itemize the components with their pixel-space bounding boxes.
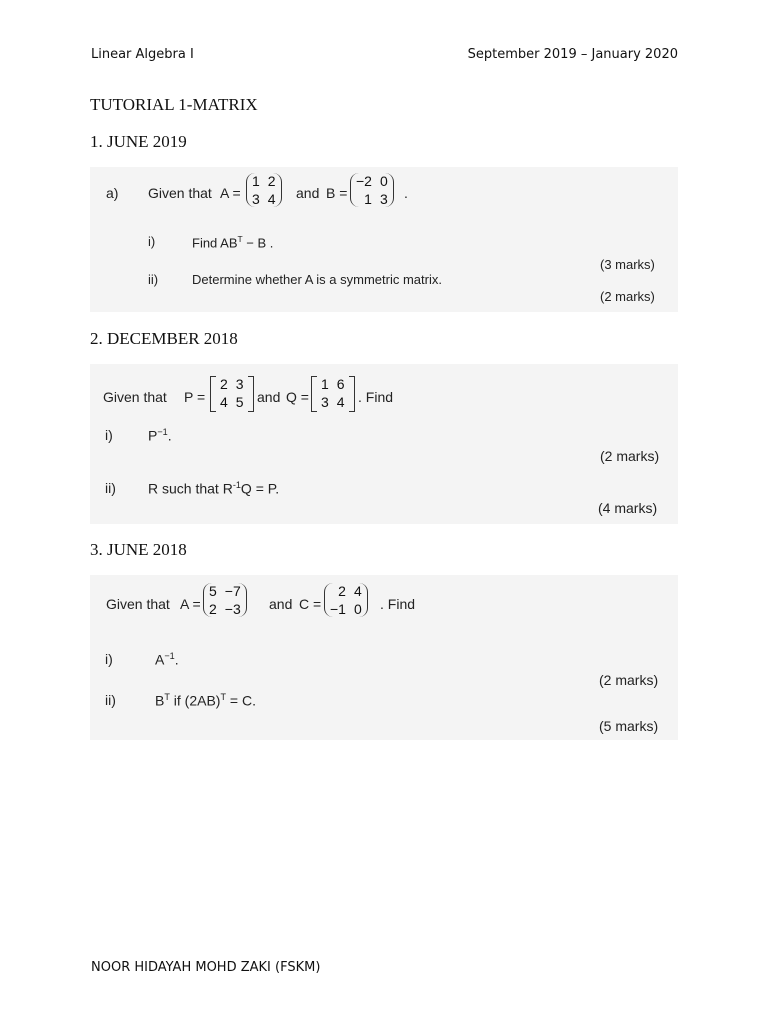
matrix-entry: 0: [353, 601, 362, 617]
q1-i-text: Find $AB^T - B$ .: [192, 234, 274, 251]
q1-given: Given that: [148, 185, 212, 201]
matrix-entry: 3: [321, 394, 329, 410]
q3-C-label: C =: [299, 596, 322, 612]
q2-P-label: P =: [184, 389, 206, 405]
matrix-entry: 1: [321, 376, 329, 392]
matrix-entry: −1: [330, 601, 346, 617]
q1-A-label: A =: [220, 185, 241, 201]
matrix-entry: 4: [267, 191, 276, 207]
matrix-entry: 4: [353, 583, 362, 599]
matrix-entry: −3: [224, 601, 241, 617]
q2-given: Given that: [103, 389, 167, 405]
q3-i-text: $A^{-1}$.: [155, 651, 179, 668]
matrix-entry: 5: [235, 394, 244, 410]
q1-marks-i: (3 marks): [600, 257, 655, 272]
page-title: TUTORIAL 1-MATRIX: [90, 95, 258, 114]
q2-marks-ii: (4 marks): [598, 500, 658, 516]
q2-i-label: i): [105, 427, 113, 443]
matrix-entry: 3: [252, 191, 260, 207]
q2-i-text: $P^{-1}$.: [148, 427, 172, 444]
matrix-entry: 5: [209, 583, 217, 599]
q3-ii-text: $B^T$ if $(2AB)^T = C$.: [155, 692, 257, 709]
q1-and: and: [296, 185, 320, 201]
q3-matrix-C: [324, 583, 368, 617]
q2-find: . Find: [358, 389, 394, 405]
matrix-entry: 0: [379, 173, 388, 189]
q1-i-label: i): [148, 234, 156, 249]
q2-and: and: [257, 389, 281, 405]
matrix-entry: 2: [209, 601, 217, 617]
q3-ii-label: ii): [105, 692, 116, 708]
q3-heading: 3. JUNE 2018: [90, 540, 187, 559]
matrix-entry: 1: [252, 173, 260, 189]
q3-and: and: [269, 596, 293, 612]
header-term: September 2019 – January 2020: [467, 47, 678, 62]
matrix-entry: 4: [220, 394, 228, 410]
q2-Q-label: Q =: [286, 389, 309, 405]
q1-matrix-A: [246, 173, 282, 207]
q3-matrix-A: [203, 583, 247, 617]
footer-author: NOOR HIDAYAH MOHD ZAKI (FSKM): [91, 960, 321, 975]
q3-find: . Find: [380, 596, 416, 612]
q3-given: Given that: [106, 596, 170, 612]
q2-matrix-Q: [311, 376, 355, 410]
q2-matrix-P: [210, 376, 254, 410]
matrix-entry: 2: [267, 173, 276, 189]
header-course: Linear Algebra I: [91, 47, 194, 62]
matrix-entry: 2: [220, 376, 228, 392]
q1-marks-ii: (2 marks): [600, 289, 655, 304]
q2-box: [90, 364, 678, 524]
q3-box: [90, 575, 678, 740]
q1-B-label: B =: [326, 185, 348, 201]
q1-heading: 1. JUNE 2019: [90, 132, 187, 151]
q1-ii-label: ii): [148, 272, 159, 287]
q1-matrix-B: [350, 173, 394, 207]
q1-box: [90, 167, 678, 312]
q3-A-label: A =: [180, 596, 201, 612]
matrix-entry: 1: [364, 191, 372, 207]
matrix-entry: −2: [356, 173, 372, 189]
q3-marks-ii: (5 marks): [599, 718, 659, 734]
q1-part-label: a): [106, 185, 119, 201]
q1-ii-text: Determine whether A is a symmetric matrix.: [192, 272, 442, 287]
matrix-entry: 3: [235, 376, 244, 392]
matrix-entry: 4: [336, 394, 345, 410]
matrix-entry: 6: [336, 376, 345, 392]
q2-ii-label: ii): [105, 480, 116, 496]
q2-ii-text: R such that $R^{-1}Q = P$.: [148, 480, 280, 497]
matrix-entry: 2: [338, 583, 346, 599]
q1-period: .: [404, 185, 408, 201]
q3-i-label: i): [105, 651, 113, 667]
q2-marks-i: (2 marks): [600, 448, 660, 464]
q2-heading: 2. DECEMBER 2018: [90, 329, 238, 348]
matrix-entry: 3: [379, 191, 388, 207]
matrix-entry: −7: [224, 583, 241, 599]
q3-marks-i: (2 marks): [599, 672, 659, 688]
